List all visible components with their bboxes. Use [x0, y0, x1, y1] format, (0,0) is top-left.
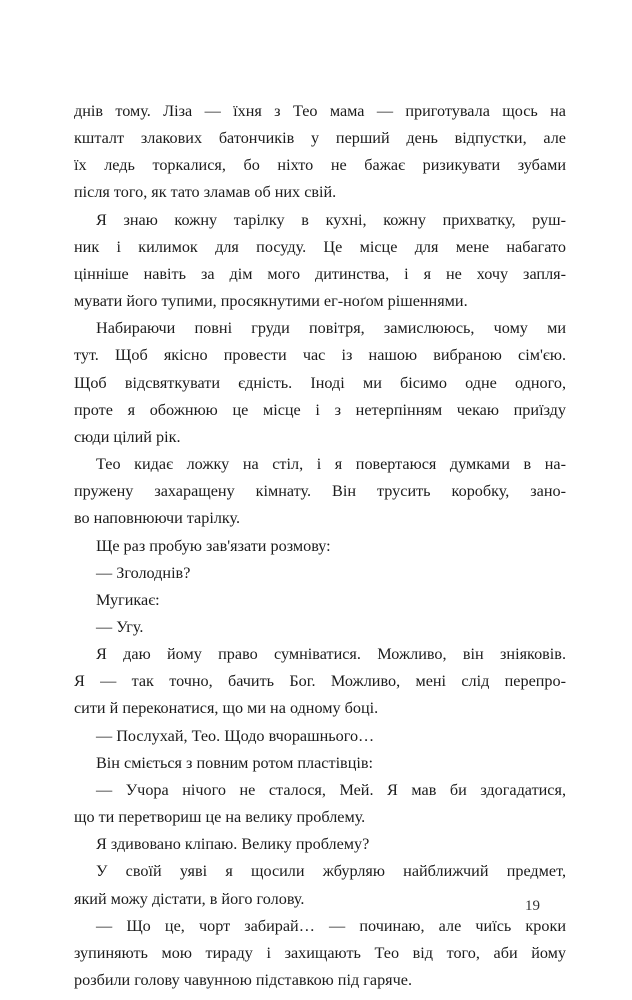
text-line: мувати його тупими, просякнутими ег-ноґом рішеннями.	[74, 292, 468, 311]
text-line: пружену захаращену кімнату. Він трусить коробку, зано-	[74, 482, 566, 501]
text-line: Я — так точно, бачить Бог. Можливо, мені слід перепро-	[74, 672, 566, 691]
text-line: днів тому. Ліза — їхня з Тео мама — приготувала щось на	[74, 102, 566, 120]
text-line: Мугикає:	[96, 590, 160, 609]
text-line: Він сміється з повним ротом пластівців:	[96, 753, 374, 772]
text-line: во наповнюючи тарілку.	[74, 509, 241, 528]
text-line: Я знаю кожну тарілку в кухні, кожну прихватку, руш-	[96, 210, 566, 229]
text-line: який можу дістати, в його голову.	[74, 889, 305, 908]
text-line: розбили голову чавунною підставкою під гаряче.	[74, 971, 412, 989]
text-line: — Зголоднів?	[96, 563, 191, 582]
text-line: тут. Щоб якісно провести час із нашою вибраною сім'єю.	[74, 346, 566, 365]
text-line: кшталт злакових батончиків у перший день відпустки, але	[74, 129, 566, 148]
text-line: що ти перетвориш це на велику проблему.	[74, 808, 366, 827]
text-line: сюди цілий рік.	[74, 427, 181, 446]
text-line: Ще раз пробую зав'язати розмову:	[96, 536, 331, 555]
text-line: проте я обожнюю це місце і з нетерпінням чекаю приїзду	[74, 400, 566, 419]
text-line: — Що це, чорт забирай… — починаю, але чиїсь кроки	[96, 916, 566, 935]
text-line: Щоб відсвяткувати єдність. Іноді ми бісимо одне одного,	[74, 373, 566, 392]
text-line: цінніше навіть за дім мого дитинства, і я не хочу запля-	[74, 264, 566, 283]
body-text	[74, 98, 566, 994]
text-line: сити й переконатися, що ми на одному боці.	[74, 699, 379, 718]
page-number: 19	[525, 898, 540, 914]
text-line: після того, як тато зламав об них свій.	[74, 183, 337, 202]
text-line: Я здивовано кліпаю. Велику проблему?	[96, 835, 370, 854]
text-line: — Угу.	[96, 617, 144, 636]
text-line: їх ледь торкалися, бо ніхто не бажає ризикувати зубами	[74, 156, 566, 175]
text-line: Я даю йому право сумніватися. Можливо, він зніяковів.	[96, 645, 566, 664]
text-line: — Учора нічого не сталося, Мей. Я мав би здогадатися,	[96, 780, 566, 799]
text-line: ник і килимок для посуду. Це місце для мене набагато	[74, 237, 566, 256]
text-line: Тео кидає ложку на стіл, і я повертаюся думками в на-	[96, 455, 566, 474]
text-line: — Послухай, Тео. Щодо вчорашнього…	[96, 726, 375, 745]
text-line: зупиняють мою тираду і захищають Тео від того, аби йому	[74, 943, 566, 962]
text-line: Набираючи повні груди повітря, замислююсь, чому ми	[96, 319, 566, 338]
text-line: У своїй уяві я щосили жбурляю найближчий предмет,	[96, 862, 566, 881]
